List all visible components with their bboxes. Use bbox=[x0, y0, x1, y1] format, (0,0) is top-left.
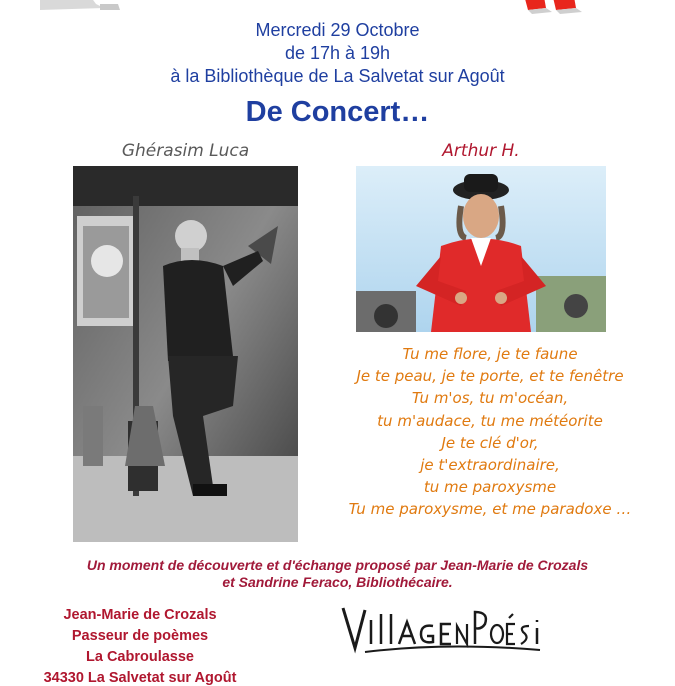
luca-photo bbox=[73, 166, 298, 542]
moment-line-2: et Sandrine Feraco, Bibliothécaire. bbox=[222, 574, 453, 590]
concert-heading: De Concert… bbox=[245, 96, 430, 128]
village-en-poesie-logo bbox=[335, 600, 545, 666]
moment-description bbox=[20, 557, 655, 591]
poem-line: tu m'audace, tu me météorite bbox=[377, 411, 603, 430]
contact-address: 34330 La Salvetat sur Agoût bbox=[43, 670, 237, 686]
poem-line: Tu m'os, tu m'océan, bbox=[411, 389, 569, 408]
poem-line: Tu me flore, je te faune bbox=[402, 345, 578, 363]
contact-role: Passeur de poèmes bbox=[71, 628, 209, 644]
arthur-photo bbox=[356, 166, 606, 332]
portrait-photo-bw-icon bbox=[73, 166, 298, 542]
event-date: Mercredi 29 Octobre bbox=[255, 20, 420, 40]
poem-line: je t'extraordinaire, bbox=[420, 456, 560, 475]
poem bbox=[325, 343, 655, 521]
artist-name-luca: Ghérasim Luca bbox=[121, 141, 250, 161]
artist-name-arthur: Arthur H. bbox=[442, 141, 520, 161]
poem-line: Je te clé d'or, bbox=[441, 433, 539, 452]
poem-line: tu me paroxysme bbox=[423, 478, 557, 497]
poem-line: Tu me paroxysme, et me paradoxe … bbox=[348, 500, 632, 519]
contact-name: Jean-Marie de Crozals bbox=[63, 607, 217, 623]
title-fragment-decoration bbox=[0, 0, 675, 14]
event-place: à la Bibliothèque de La Salvetat sur Agoût bbox=[170, 66, 505, 86]
poem-line: Je te peau, je te porte, et te fenêtre bbox=[356, 367, 624, 386]
portrait-photo-color-icon bbox=[356, 166, 606, 332]
moment-line-1: Un moment de découverte et d'échange proposé par Jean-Marie de Crozals bbox=[86, 557, 589, 573]
contact-place: La Cabroulasse bbox=[86, 649, 194, 665]
event-time: de 17h à 19h bbox=[284, 43, 391, 63]
